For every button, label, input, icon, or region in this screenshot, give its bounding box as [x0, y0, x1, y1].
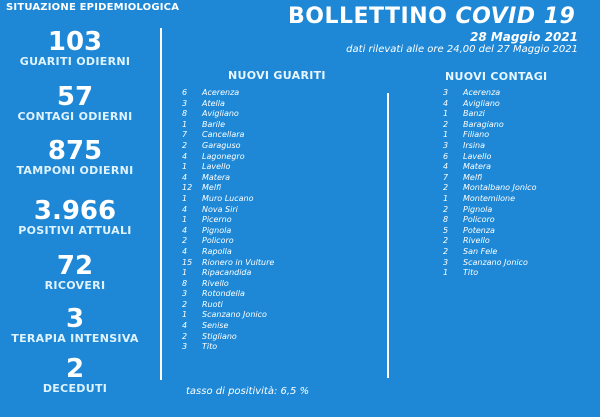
count: 15 [182, 257, 193, 267]
list-item [182, 247, 274, 258]
list-item [443, 88, 536, 99]
list-item [182, 205, 274, 216]
list-item [443, 120, 536, 131]
town-name: Potenza [463, 225, 495, 235]
town-name: Scanzano Jonico [463, 257, 528, 267]
stat-label: DECEDUTI [42, 382, 108, 395]
stat-value: 57 [56, 82, 94, 112]
stat-deceduti [0, 356, 150, 395]
list-item [443, 268, 536, 279]
list-item [182, 289, 274, 300]
list-item [443, 205, 536, 216]
stat-contagi [0, 84, 150, 123]
list-item [182, 141, 274, 152]
stat-label: GUARITI ODIERNI [19, 55, 131, 68]
count: 2 [182, 299, 188, 309]
town-name: Montalbano Jonico [463, 183, 537, 193]
town-name: Ruoti [202, 299, 223, 309]
count: 1 [182, 215, 188, 225]
list-item [182, 310, 274, 321]
count: 1 [182, 193, 188, 203]
list-item [182, 88, 274, 99]
town-name: Banzi [463, 109, 485, 119]
count: 5 [443, 225, 449, 235]
count: 1 [443, 268, 449, 278]
count: 2 [443, 246, 449, 256]
list-item [182, 120, 274, 131]
count: 3 [443, 257, 449, 267]
stat-positivi [0, 198, 150, 237]
list-item [182, 194, 274, 205]
stat-label: CONTAGI ODIERNI [17, 110, 133, 123]
list-item [182, 215, 274, 226]
count: 1 [182, 268, 188, 278]
count: 8 [182, 109, 188, 119]
guariti-heading: NUOVI GUARITI [228, 69, 326, 82]
town-name: Tito [463, 268, 479, 278]
section-title: SITUAZIONE EPIDEMIOLOGICA [6, 2, 180, 13]
list-item [443, 226, 536, 237]
count: 4 [182, 151, 188, 161]
count: 7 [443, 172, 449, 182]
stat-ricoveri [0, 253, 150, 292]
list-item [443, 99, 536, 110]
town-name: Avigliano [202, 109, 239, 119]
divider [160, 28, 162, 380]
town-name: Rotondella [202, 289, 245, 299]
list-item [182, 300, 274, 311]
count: 2 [443, 119, 449, 129]
list-item [182, 109, 274, 120]
list-item [182, 162, 274, 173]
bulletin-date: 28 Maggio 2021 [469, 30, 578, 44]
count: 2 [182, 140, 188, 150]
list-item [182, 183, 274, 194]
stat-terapia-intensiva [0, 306, 150, 345]
town-name: Lavello [202, 162, 231, 172]
count: 2 [443, 204, 449, 214]
town-name: Scanzano Jonico [202, 310, 267, 320]
town-name: Acerenza [202, 88, 240, 97]
town-name: Policoro [202, 236, 234, 246]
count: 2 [182, 331, 188, 341]
list-item [182, 236, 274, 247]
list-item [443, 247, 536, 258]
town-name: Acerenza [463, 88, 501, 97]
town-name: Pignola [463, 204, 493, 214]
town-name: Baragiano [463, 119, 504, 129]
list-item [182, 268, 274, 279]
count: 3 [443, 140, 449, 150]
town-name: Senise [202, 321, 229, 331]
list-item [443, 258, 536, 269]
list-item [182, 152, 274, 163]
stat-value: 3.966 [33, 196, 117, 226]
town-name: Lagonegro [202, 151, 245, 161]
list-item [443, 109, 536, 120]
count: 1 [182, 310, 188, 320]
stat-value: 72 [56, 251, 94, 281]
town-name: Matera [463, 162, 492, 172]
list-item [443, 130, 536, 141]
stat-value: 3 [65, 304, 85, 334]
guariti-list [182, 88, 274, 353]
count: 4 [443, 162, 449, 172]
town-name: Montemilone [463, 193, 516, 203]
count: 4 [182, 172, 188, 182]
count: 7 [182, 130, 188, 140]
town-name: San Fele [463, 246, 498, 256]
town-name: Garaguso [202, 140, 241, 150]
count: 3 [182, 98, 188, 108]
town-name: Matera [202, 172, 231, 182]
list-item [182, 99, 274, 110]
stat-tamponi [0, 138, 150, 177]
count: 4 [182, 204, 188, 214]
count: 1 [443, 193, 449, 203]
town-name: Nova Siri [202, 204, 238, 214]
town-name: Picerno [202, 215, 232, 225]
town-name: Muro Lucano [202, 193, 254, 203]
stat-value: 2 [65, 354, 85, 384]
count: 2 [182, 236, 188, 246]
count: 1 [443, 109, 449, 119]
town-name: Rivello [463, 236, 490, 246]
count: 1 [182, 119, 188, 129]
town-name: Melfi [202, 183, 222, 193]
list-item [443, 173, 536, 184]
list-item [443, 194, 536, 205]
contagi-list [443, 88, 536, 279]
town-name: Policoro [463, 215, 495, 225]
town-name: Tito [202, 342, 218, 352]
title-prefix: BOLLETTINO [288, 4, 448, 29]
town-name: Ripacandida [202, 268, 252, 278]
count: 3 [182, 289, 188, 299]
list-item [443, 236, 536, 247]
town-name: Filiano [463, 130, 490, 140]
count: 1 [443, 130, 449, 140]
town-name: Stigliano [202, 331, 237, 341]
list-item [182, 321, 274, 332]
list-item [443, 162, 536, 173]
list-item [182, 258, 274, 269]
town-name: Irsina [463, 140, 486, 150]
town-name: Pignola [202, 225, 232, 235]
stat-label: POSITIVI ATTUALI [18, 224, 132, 237]
town-name: Lavello [463, 151, 492, 161]
data-note: dati rilevati alle ore 24,00 del 27 Maggio 2021 [346, 44, 578, 55]
town-name: Rapolla [202, 246, 232, 256]
list-item [443, 183, 536, 194]
town-name: Rivello [202, 278, 229, 288]
town-name: Cancellara [202, 130, 245, 140]
town-name: Avigliano [463, 98, 500, 108]
stat-label: TERAPIA INTENSIVA [11, 332, 139, 345]
town-name: Melfi [463, 172, 483, 182]
town-name: Atella [202, 98, 225, 108]
count: 2 [443, 183, 449, 193]
count: 4 [182, 321, 188, 331]
list-item [182, 279, 274, 290]
list-item [443, 141, 536, 152]
stat-label: TAMPONI ODIERNI [16, 164, 134, 177]
list-item [182, 173, 274, 184]
list-item [182, 342, 274, 353]
stat-label: RICOVERI [44, 279, 106, 292]
list-item [182, 332, 274, 343]
town-name: Barile [202, 119, 226, 129]
count: 6 [443, 151, 449, 161]
count: 3 [443, 88, 449, 97]
list-item [182, 130, 274, 141]
list-item [182, 226, 274, 237]
count: 1 [182, 162, 188, 172]
bulletin-title [288, 4, 575, 29]
count: 4 [182, 225, 188, 235]
positivity-rate: tasso di positività: 6,5 % [186, 386, 310, 397]
stat-value: 103 [47, 27, 103, 57]
count: 4 [443, 98, 449, 108]
count: 3 [182, 342, 188, 352]
count: 8 [182, 278, 188, 288]
divider [387, 93, 389, 378]
list-item [443, 215, 536, 226]
count: 8 [443, 215, 449, 225]
count: 2 [443, 236, 449, 246]
stat-guariti [0, 29, 150, 68]
contagi-heading: NUOVI CONTAGI [445, 70, 548, 83]
list-item [443, 152, 536, 163]
count: 6 [182, 88, 188, 97]
title-covid: COVID 19 [455, 4, 576, 29]
count: 12 [182, 183, 193, 193]
town-name: Rionero in Vulture [202, 257, 275, 267]
count: 4 [182, 246, 188, 256]
stat-value: 875 [47, 136, 103, 166]
